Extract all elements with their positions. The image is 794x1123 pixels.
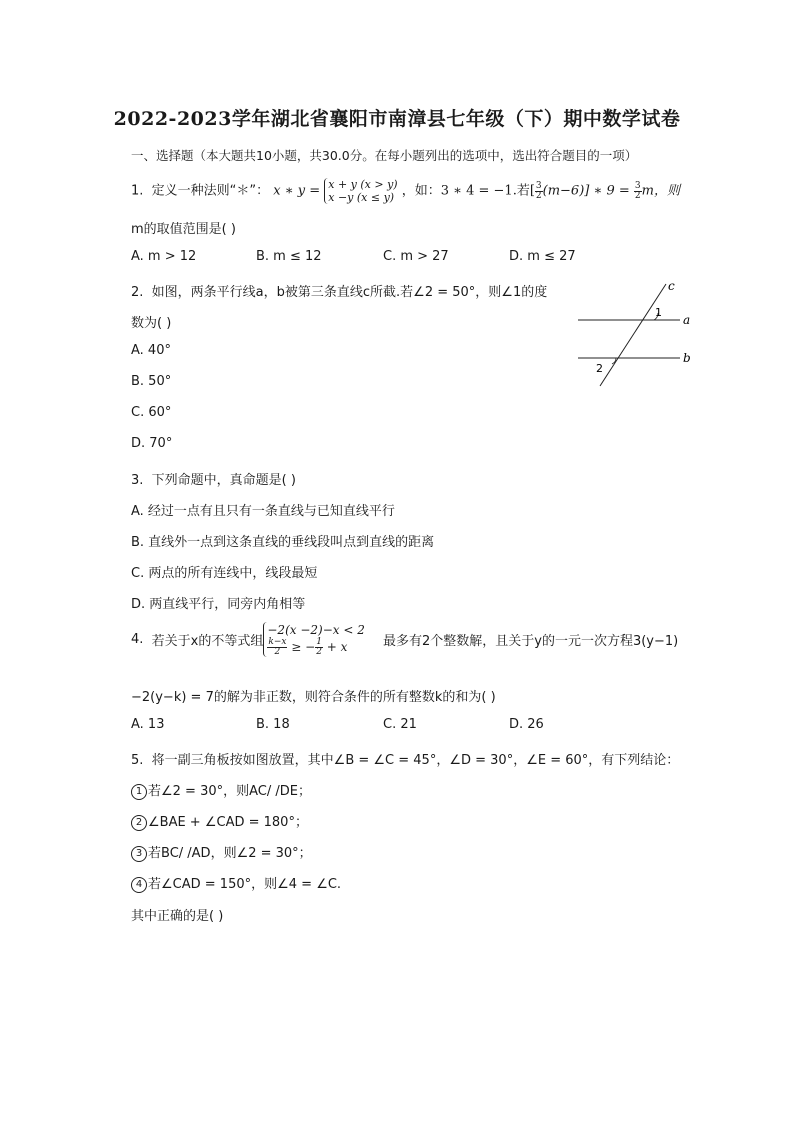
label-a: a: [683, 313, 691, 327]
conclusion-text: 若∠CAD = 150°，则∠4 = ∠C.: [148, 877, 342, 892]
option-c: C. 两点的所有连线中，线段最短: [131, 566, 318, 581]
conclusion-text: ∠BAE + ∠CAD = 180°；: [148, 815, 308, 830]
question-text: 将一副三角板按如图放置，其中∠B = ∠C = 45°，∠D = 30°，∠E = 60°，有下列结论：: [151, 753, 680, 768]
option-c: C. 60°: [131, 405, 172, 420]
piecewise-brace: [324, 178, 397, 204]
question-1: [131, 178, 680, 204]
question-text: 定义一种法则“＊”：: [151, 183, 270, 199]
fraction: [315, 638, 323, 657]
inequality-1: −2(x −2)−x < 2: [267, 623, 365, 637]
question-text: 最多有2个整数解，且关于y的一元一次方程3(y−1): [382, 634, 679, 649]
option-a: A. 13: [131, 717, 165, 732]
section-header: 一、选择题（本大题共10小题，共30.0分。在每小题列出的选项中，选出符合题目的一项）: [131, 148, 638, 163]
conclusion-3: [131, 842, 312, 862]
page-title: 2022-2023学年湖北省襄阳市南漳县七年级（下）期中数学试卷: [113, 108, 681, 130]
option-a: A. m > 12: [131, 249, 197, 264]
question-text: (m−6)] ∗ 9 =: [542, 183, 630, 199]
line-c: [600, 284, 666, 386]
parallel-lines-figure: [570, 278, 700, 393]
fraction: [267, 638, 287, 657]
circled-number: 3: [131, 846, 147, 862]
fraction-denominator: 2: [316, 647, 322, 657]
circled-number: 4: [131, 877, 147, 893]
option-d: D. 两直线平行，同旁内角相等: [131, 597, 306, 612]
piecewise-case-2: x −y (x ≤ y): [328, 191, 395, 204]
option-d: D. m ≤ 27: [509, 249, 576, 264]
conclusion-1: [131, 780, 311, 800]
fraction-denominator: 2: [634, 190, 641, 201]
fraction-denominator: 2: [274, 647, 281, 657]
question-text: 数为( ): [131, 316, 172, 331]
circled-number: 1: [131, 784, 147, 800]
formula-lhs: x ∗ y =: [273, 183, 321, 199]
option-b: B. 直线外一点到这条直线的垂线段叫点到直线的距离: [131, 535, 435, 550]
inequality-system: [263, 622, 364, 657]
conclusion-4: [131, 873, 341, 893]
option-b: B. m ≤ 12: [256, 249, 322, 264]
fraction: [535, 182, 543, 201]
question-text: m的取值范围是( ): [131, 222, 236, 237]
question-text: m，则: [641, 183, 680, 199]
conclusion-2: [131, 811, 308, 831]
option-b: B. 18: [256, 717, 290, 732]
inequality-sign: ≥ −: [291, 640, 316, 654]
label-angle-2: 2: [596, 362, 603, 375]
question-number: 5.: [131, 753, 144, 768]
fraction-numerator: 3: [535, 180, 542, 191]
option-b: B. 50°: [131, 374, 172, 389]
fraction-denominator: 2: [535, 190, 542, 201]
conclusion-text: 若BC/ /AD，则∠2 = 30°；: [148, 846, 312, 861]
option-a: A. 经过一点有且只有一条直线与已知直线平行: [131, 504, 395, 519]
question-text: 下列命题中，真命题是( ): [151, 473, 296, 488]
question-5: [131, 749, 679, 768]
question-text: 如图，两条平行线a，b被第三条直线c所截.若∠2 = 50°，则∠1的度: [151, 285, 548, 300]
question-text: ，如：3 ∗ 4 = −1.若[: [401, 183, 535, 199]
fraction: [634, 182, 642, 201]
conclusion-text: 若∠2 = 30°，则AC/ /DE；: [148, 784, 311, 799]
fraction-numerator: k−x: [268, 637, 287, 647]
inequality-2: [267, 638, 364, 657]
label-angle-1: 1: [655, 306, 662, 319]
question-number: 2.: [131, 285, 144, 300]
fraction-numerator: 3: [634, 180, 641, 191]
question-text: 其中正确的是( ): [131, 909, 224, 924]
circled-number: 2: [131, 815, 147, 831]
question-number: 4.: [131, 632, 144, 647]
question-number: 3.: [131, 473, 144, 488]
label-c: c: [668, 279, 675, 293]
label-b: b: [683, 351, 691, 365]
option-d: D. 26: [509, 717, 544, 732]
question-text: −2(y−k) = 7的解为非正数，则符合条件的所有整数k的和为( ): [131, 690, 496, 705]
question-2: [131, 281, 547, 300]
option-c: C. m > 27: [383, 249, 449, 264]
option-d: D. 70°: [131, 436, 173, 451]
inequality-tail: + x: [326, 640, 348, 654]
fraction-numerator: 1: [316, 637, 322, 647]
question-3: [131, 469, 296, 488]
piecewise-case-1: x + y (x > y): [328, 178, 398, 191]
question-text: 若关于x的不等式组: [151, 634, 264, 649]
option-c: C. 21: [383, 717, 417, 732]
question-number: 1.: [131, 183, 144, 199]
option-a: A. 40°: [131, 343, 171, 358]
question-4: [131, 622, 678, 657]
